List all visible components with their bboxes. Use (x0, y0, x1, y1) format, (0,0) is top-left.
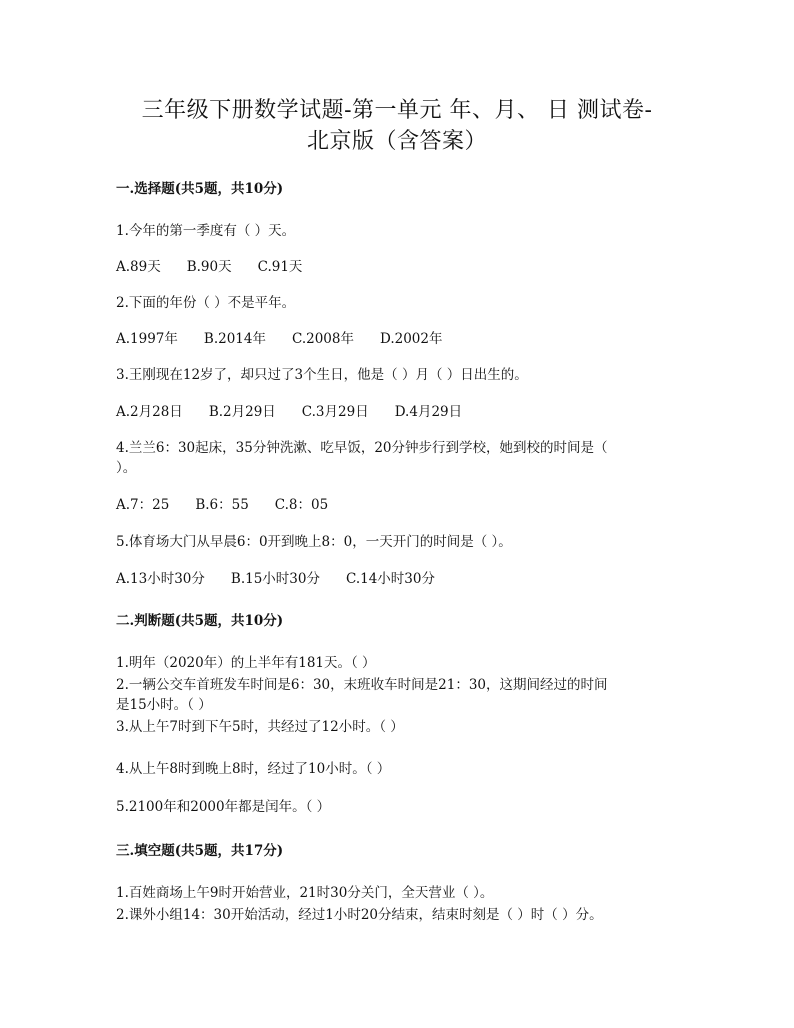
section-heading-fill: 三.填空题(共5题，共17分) (116, 843, 284, 859)
option: A.89天 (116, 259, 161, 275)
option: A.13小时30分 (116, 571, 205, 587)
page-title-line2: 北京版（含答案） (306, 129, 487, 154)
question-text: 1.百姓商场上午9时开始营业，21时30分关门，全天营业（ ）。 (116, 885, 494, 901)
question-text-cont: 是15小时。（ ） (116, 697, 212, 713)
option: C.2008年 (291, 331, 354, 347)
question-text: 1.明年（2020年）的上半年有181天。（ ） (116, 655, 376, 671)
question-text: 5.2100年和2000年都是闰年。（ ） (116, 799, 331, 815)
option: B.90天 (186, 259, 232, 275)
option: A.1997年 (116, 331, 178, 347)
page-title-line1: 三年级下册数学试题-第一单元 年、月、 日 测试卷- (141, 98, 653, 123)
question-text: 2.一辆公交车首班发车时间是6：30，末班收车时间是21：30，这期间经过的时间 (116, 677, 608, 693)
question-text: 1.今年的第一季度有（ ）天。 (116, 223, 296, 239)
question-text: 5.体育场大门从早晨6：0开到晚上8：0，一天开门的时间是（ ）。 (116, 534, 512, 550)
question-text: 2.下面的年份（ ）不是平年。 (116, 295, 296, 311)
question-text: 2.课外小组14：30开始活动，经过1小时20分结束，结束时刻是（ ）时（ ）分。 (116, 907, 603, 923)
option: C.91天 (257, 259, 303, 275)
option: B.2014年 (203, 331, 266, 347)
option: D.4月29日 (394, 404, 463, 420)
option: B.2月29日 (208, 404, 276, 420)
question-text: 3.王刚现在12岁了，却只过了3个生日，他是（ ）月（ ）日出生的。 (116, 367, 528, 383)
question-options (116, 258, 328, 276)
section-heading-judge: 二.判断题(共5题，共10分) (116, 613, 284, 629)
option: B.6：55 (195, 497, 249, 513)
question-text: 3.从上午7时到下午5时，共经过了12小时。（ ） (116, 719, 404, 735)
question-text-cont: ）。 (116, 460, 137, 476)
option: B.15小时30分 (230, 571, 320, 587)
question-options (116, 403, 488, 421)
question-options (116, 496, 354, 514)
option: C.3月29日 (301, 404, 369, 420)
option: C.8：05 (274, 497, 329, 513)
question-text: 4.兰兰6：30起床，35分钟洗漱、吃早饭，20分钟步行到学校，她到校的时间是（ (116, 440, 608, 456)
question-options (116, 330, 468, 348)
option: D.2002年 (379, 331, 443, 347)
option: A.7：25 (116, 497, 170, 513)
option: C.14小时30分 (345, 571, 435, 587)
option: A.2月28日 (116, 404, 183, 420)
question-options (116, 570, 461, 588)
section-heading-choice: 一.选择题(共5题，共10分) (116, 181, 284, 197)
question-text: 4.从上午8时到晚上8时，经过了10小时。（ ） (116, 761, 391, 777)
